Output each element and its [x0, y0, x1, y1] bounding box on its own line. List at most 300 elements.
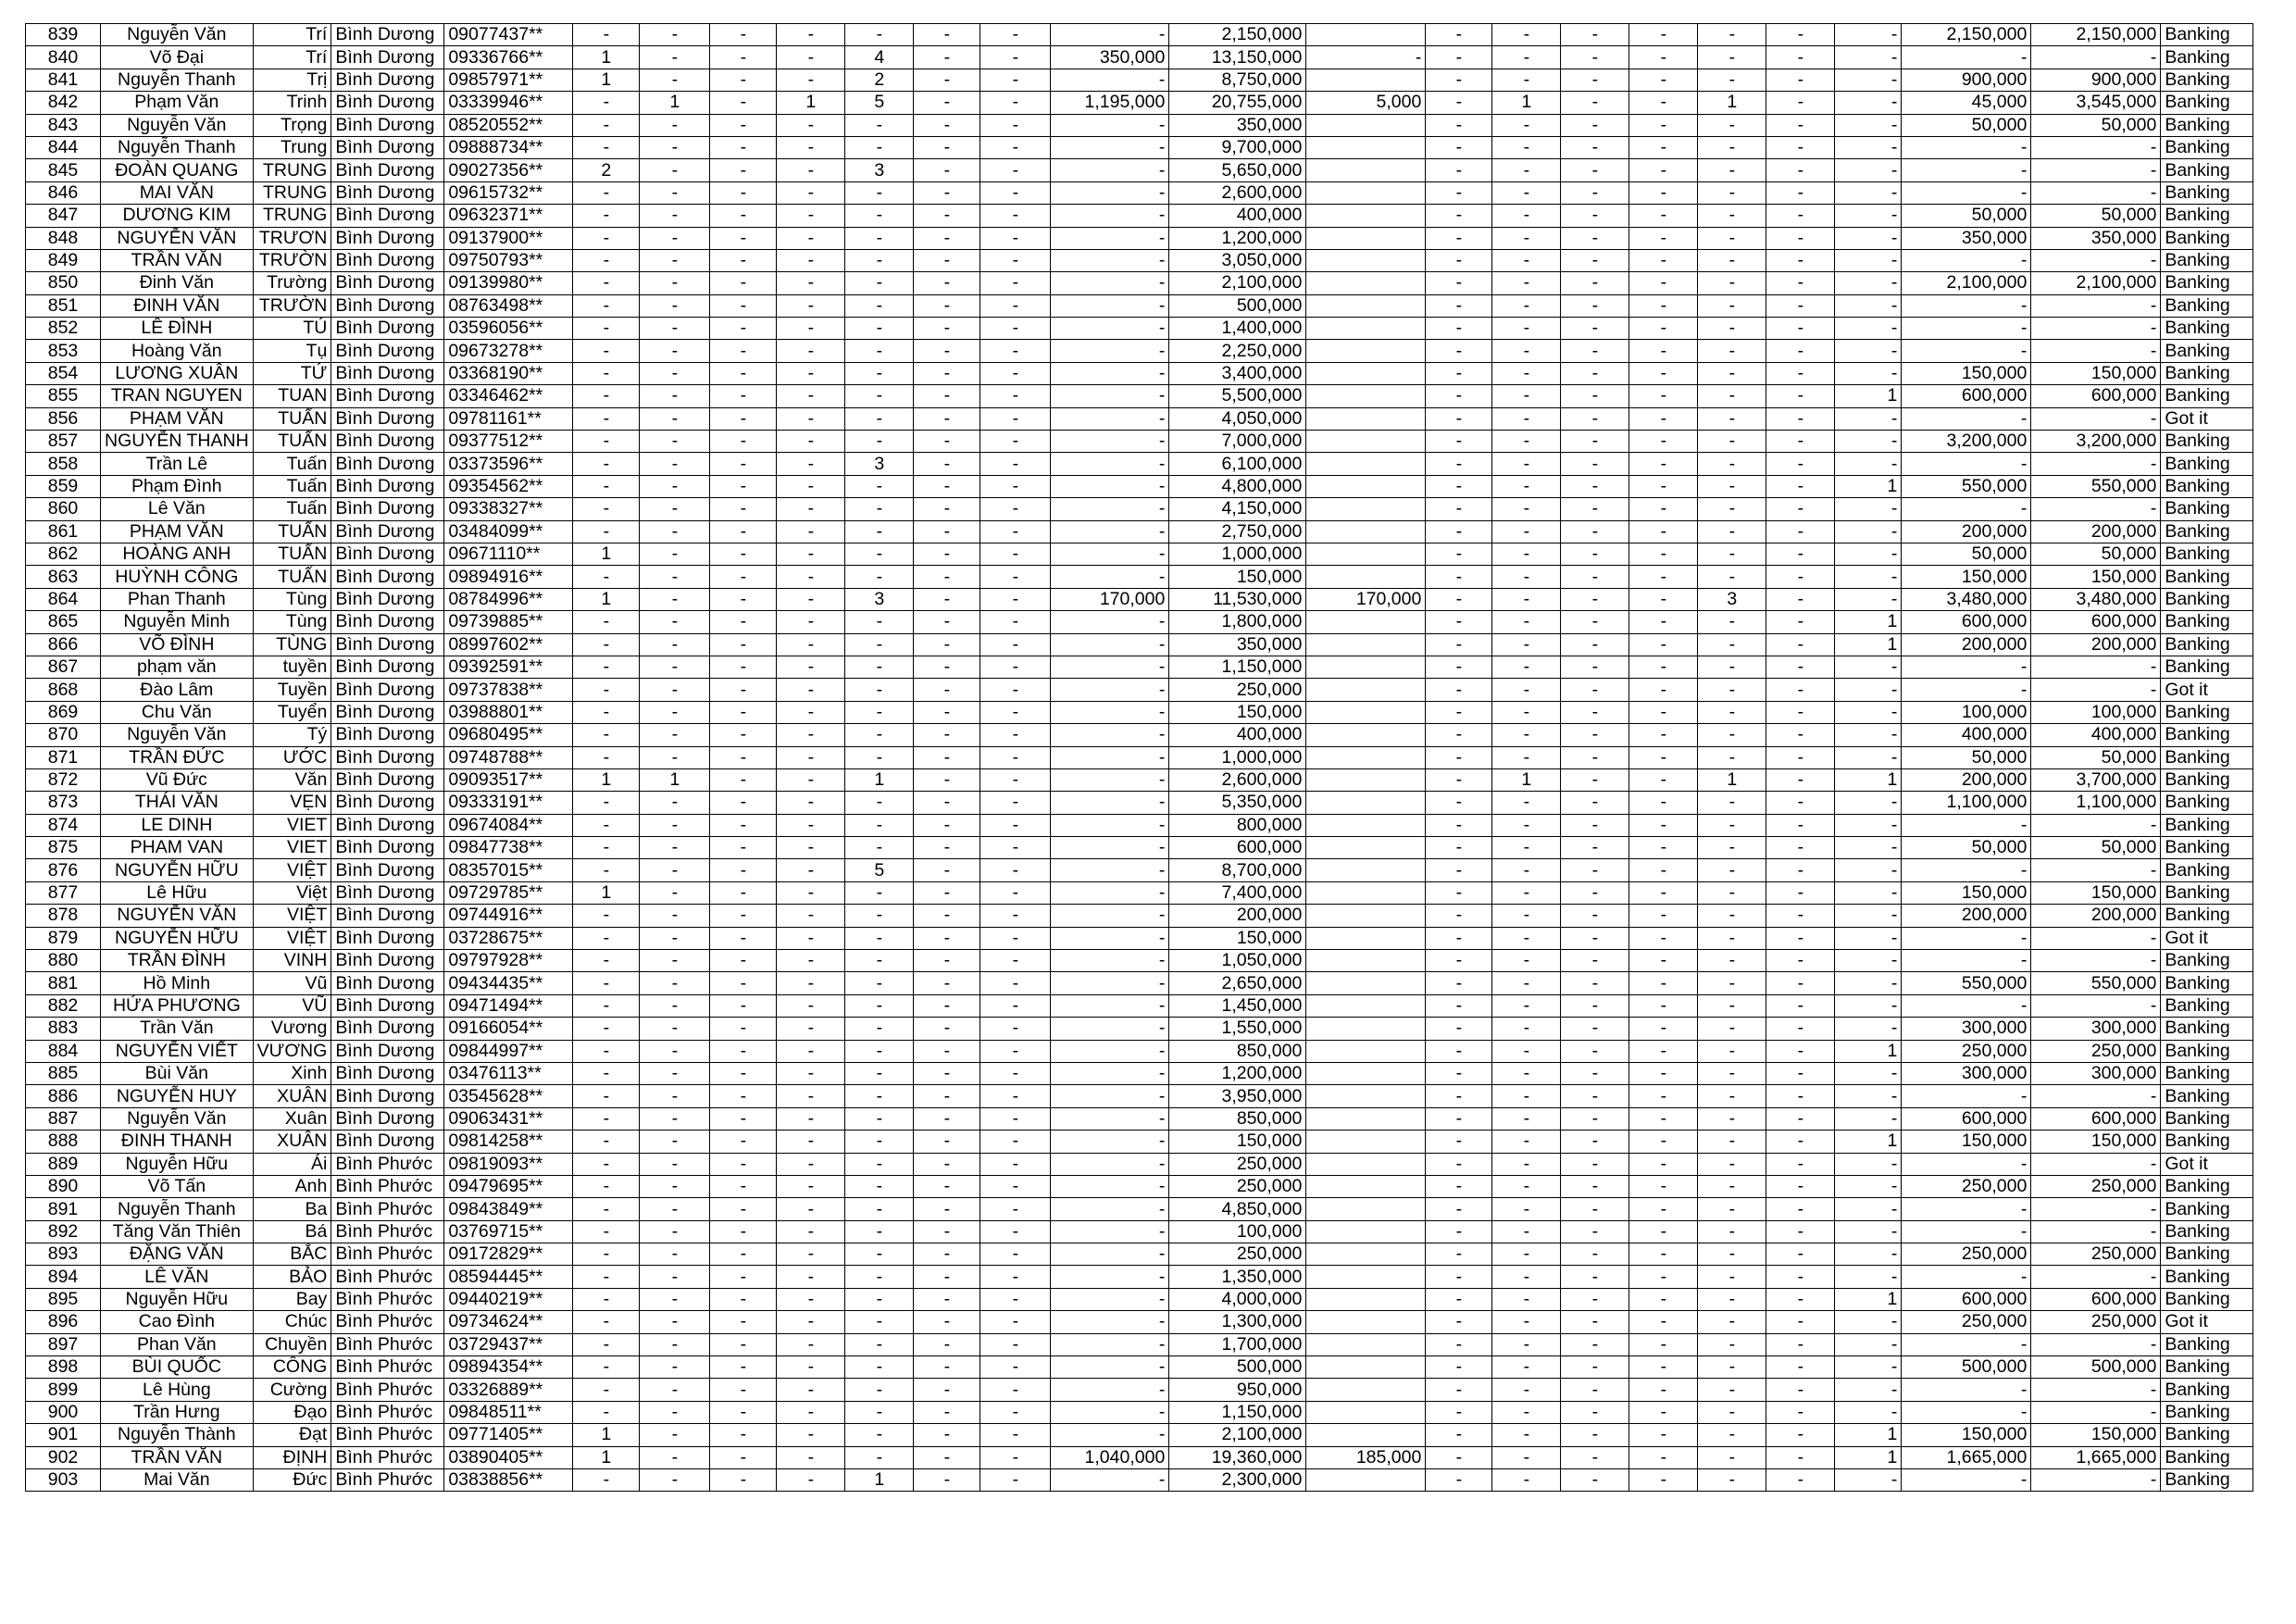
cell-m3: 300,000	[1902, 1018, 2031, 1040]
cell-c3: -	[710, 1288, 777, 1310]
cell-c4: -	[777, 814, 845, 836]
cell-ho: Nguyễn Thanh	[101, 136, 254, 158]
cell-d6: -	[1766, 701, 1835, 723]
cell-d5: -	[1698, 114, 1766, 136]
cell-ten: Ba	[253, 1198, 331, 1220]
cell-no: 847	[26, 205, 101, 227]
cell-total: 19,360,000	[1169, 1446, 1306, 1468]
cell-tinh: Bình Dương	[331, 205, 444, 227]
cell-c6: -	[914, 633, 980, 656]
cell-d4: -	[1629, 972, 1698, 994]
cell-m1: -	[1051, 792, 1169, 814]
cell-no: 886	[26, 1085, 101, 1107]
cell-d1: -	[1426, 1131, 1492, 1153]
cell-d1: -	[1426, 746, 1492, 768]
cell-m3: 45,000	[1902, 92, 2031, 114]
cell-ho: Nguyễn Văn	[101, 24, 254, 46]
table-row	[26, 1153, 2253, 1175]
cell-method: Banking	[2161, 475, 2253, 497]
cell-m1: -	[1051, 385, 1169, 407]
cell-c4: -	[777, 859, 845, 881]
table-row	[26, 881, 2253, 904]
cell-ten: TRƯỜN	[253, 249, 331, 271]
cell-total: 11,530,000	[1169, 588, 1306, 610]
cell-d2: -	[1492, 1356, 1561, 1379]
table-row	[26, 927, 2253, 949]
cell-ho: Nguyễn Văn	[101, 114, 254, 136]
cell-m4: 50,000	[2031, 205, 2161, 227]
cell-tinh: Bình Dương	[331, 294, 444, 317]
cell-total: 20,755,000	[1169, 92, 1306, 114]
cell-c2: 1	[640, 92, 710, 114]
cell-d5: -	[1698, 181, 1766, 204]
cell-d6: -	[1766, 1311, 1835, 1333]
cell-c4: -	[777, 24, 845, 46]
cell-ho: NGUYỄN THANH	[101, 431, 254, 453]
cell-method: Banking	[2161, 272, 2253, 294]
cell-method: Banking	[2161, 1469, 2253, 1492]
cell-c6: -	[914, 1266, 980, 1288]
cell-phone: 09737838**	[444, 679, 573, 701]
cell-ho: Võ Đại	[101, 46, 254, 69]
cell-d7: -	[1835, 656, 1902, 678]
cell-m3: 3,480,000	[1902, 588, 2031, 610]
cell-c1: 1	[573, 881, 640, 904]
cell-d5: -	[1698, 362, 1766, 384]
cell-no: 849	[26, 249, 101, 271]
cell-d6: -	[1766, 588, 1835, 610]
cell-tinh: Bình Dương	[331, 927, 444, 949]
cell-no: 867	[26, 656, 101, 678]
cell-d3: -	[1561, 611, 1629, 633]
cell-m2	[1306, 1379, 1426, 1401]
table-row	[26, 768, 2253, 791]
cell-method: Got it	[2161, 927, 2253, 949]
cell-m3: 200,000	[1902, 633, 2031, 656]
table-row	[26, 588, 2253, 610]
cell-m3: -	[1902, 679, 2031, 701]
cell-m1: -	[1051, 1062, 1169, 1084]
cell-d7: -	[1835, 227, 1902, 249]
cell-ten: CÔNG	[253, 1356, 331, 1379]
cell-c3: -	[710, 272, 777, 294]
cell-c7: -	[980, 1469, 1051, 1492]
table-row	[26, 114, 2253, 136]
cell-method: Banking	[2161, 24, 2253, 46]
cell-c7: -	[980, 181, 1051, 204]
cell-c3: -	[710, 114, 777, 136]
cell-phone: 09734624**	[444, 1311, 573, 1333]
cell-c5: -	[845, 1131, 914, 1153]
cell-ho: Nguyễn Hữu	[101, 1288, 254, 1310]
cell-d5: -	[1698, 227, 1766, 249]
cell-d4: -	[1629, 701, 1698, 723]
cell-c7: -	[980, 1356, 1051, 1379]
cell-d3: -	[1561, 1379, 1629, 1401]
cell-m4: -	[2031, 453, 2161, 475]
cell-ho: Lê Hùng	[101, 1379, 254, 1401]
cell-phone: 09077437**	[444, 24, 573, 46]
table-row	[26, 1401, 2253, 1423]
cell-m4: 250,000	[2031, 1311, 2161, 1333]
cell-c5: 5	[845, 92, 914, 114]
table-row	[26, 227, 2253, 249]
cell-c5: 3	[845, 588, 914, 610]
cell-phone: 03838856**	[444, 1469, 573, 1492]
cell-d5: -	[1698, 1311, 1766, 1333]
cell-ho: VÕ ĐÌNH	[101, 633, 254, 656]
cell-method: Banking	[2161, 431, 2253, 453]
cell-phone: 03728675**	[444, 927, 573, 949]
cell-d5: -	[1698, 24, 1766, 46]
cell-c3: -	[710, 498, 777, 520]
cell-m1: -	[1051, 294, 1169, 317]
cell-c4: -	[777, 566, 845, 588]
cell-d2: -	[1492, 814, 1561, 836]
cell-m1: -	[1051, 701, 1169, 723]
cell-m2	[1306, 227, 1426, 249]
cell-c7: -	[980, 1220, 1051, 1243]
cell-d2: -	[1492, 498, 1561, 520]
table-row	[26, 1266, 2253, 1288]
cell-m1: -	[1051, 159, 1169, 181]
cell-ten: TÚ	[253, 318, 331, 340]
cell-d7: -	[1835, 92, 1902, 114]
cell-c2: -	[640, 181, 710, 204]
cell-d7: -	[1835, 159, 1902, 181]
cell-m1: -	[1051, 950, 1169, 972]
cell-d2: -	[1492, 1266, 1561, 1288]
cell-d2: -	[1492, 905, 1561, 927]
cell-c1: -	[573, 1131, 640, 1153]
cell-phone: 03368190**	[444, 362, 573, 384]
cell-method: Banking	[2161, 611, 2253, 633]
cell-c7: -	[980, 227, 1051, 249]
cell-method: Banking	[2161, 746, 2253, 768]
cell-d4: -	[1629, 1288, 1698, 1310]
cell-method: Banking	[2161, 114, 2253, 136]
cell-c7: -	[980, 724, 1051, 746]
cell-method: Banking	[2161, 1401, 2253, 1423]
cell-m2	[1306, 633, 1426, 656]
cell-m2	[1306, 340, 1426, 362]
cell-c1: -	[573, 1288, 640, 1310]
cell-d4: -	[1629, 656, 1698, 678]
cell-c5: -	[845, 520, 914, 543]
cell-d6: -	[1766, 294, 1835, 317]
cell-m1: -	[1051, 746, 1169, 768]
cell-c4: -	[777, 633, 845, 656]
cell-c5: 5	[845, 859, 914, 881]
cell-d2: -	[1492, 656, 1561, 678]
cell-d3: -	[1561, 1356, 1629, 1379]
cell-no: 860	[26, 498, 101, 520]
cell-d7: -	[1835, 905, 1902, 927]
cell-c6: -	[914, 340, 980, 362]
cell-d7: -	[1835, 498, 1902, 520]
cell-tinh: Bình Dương	[331, 407, 444, 430]
cell-d7: -	[1835, 24, 1902, 46]
cell-c7: -	[980, 46, 1051, 69]
cell-ten: Tuyển	[253, 701, 331, 723]
cell-no: 898	[26, 1356, 101, 1379]
cell-d5: -	[1698, 746, 1766, 768]
cell-no: 861	[26, 520, 101, 543]
cell-no: 856	[26, 407, 101, 430]
cell-ho: ĐINH VĂN	[101, 294, 254, 317]
cell-m4: -	[2031, 1266, 2161, 1288]
cell-ten: TUẤN	[253, 407, 331, 430]
cell-d3: -	[1561, 768, 1629, 791]
cell-d7: -	[1835, 679, 1902, 701]
cell-d1: -	[1426, 24, 1492, 46]
cell-ten: Tuyền	[253, 679, 331, 701]
cell-d6: -	[1766, 69, 1835, 91]
table-row	[26, 701, 2253, 723]
cell-m4: 50,000	[2031, 543, 2161, 565]
cell-c7: -	[980, 792, 1051, 814]
table-row	[26, 1131, 2253, 1153]
cell-m1: -	[1051, 1107, 1169, 1130]
cell-d3: -	[1561, 1018, 1629, 1040]
cell-d6: -	[1766, 1107, 1835, 1130]
cell-d6: -	[1766, 453, 1835, 475]
cell-ten: Trinh	[253, 92, 331, 114]
cell-m1: -	[1051, 1401, 1169, 1423]
cell-d4: -	[1629, 724, 1698, 746]
cell-no: 866	[26, 633, 101, 656]
cell-c1: -	[573, 994, 640, 1017]
cell-c4: -	[777, 114, 845, 136]
cell-d6: -	[1766, 1198, 1835, 1220]
cell-tinh: Bình Dương	[331, 520, 444, 543]
cell-m4: 150,000	[2031, 1424, 2161, 1446]
cell-tinh: Bình Phước	[331, 1153, 444, 1175]
cell-d3: -	[1561, 340, 1629, 362]
cell-phone: 09844997**	[444, 1040, 573, 1062]
cell-c7: -	[980, 205, 1051, 227]
cell-d2: -	[1492, 362, 1561, 384]
cell-c4: -	[777, 1424, 845, 1446]
cell-phone: 09377512**	[444, 431, 573, 453]
cell-d6: -	[1766, 407, 1835, 430]
cell-d4: -	[1629, 453, 1698, 475]
cell-phone: 09848511**	[444, 1401, 573, 1423]
cell-d1: -	[1426, 1107, 1492, 1130]
cell-d1: -	[1426, 318, 1492, 340]
cell-d3: -	[1561, 1469, 1629, 1492]
cell-c2: -	[640, 1288, 710, 1310]
cell-c7: -	[980, 859, 1051, 881]
cell-phone: 09333191**	[444, 792, 573, 814]
cell-method: Banking	[2161, 972, 2253, 994]
cell-ho: Phạm Văn	[101, 92, 254, 114]
cell-d2: -	[1492, 340, 1561, 362]
cell-m2	[1306, 1469, 1426, 1492]
cell-ten: TRUNG	[253, 181, 331, 204]
cell-c7: -	[980, 1288, 1051, 1310]
cell-ho: Đào Lâm	[101, 679, 254, 701]
cell-ten: Văn	[253, 768, 331, 791]
cell-c6: -	[914, 136, 980, 158]
cell-d6: -	[1766, 114, 1835, 136]
cell-m4: -	[2031, 498, 2161, 520]
cell-c5: -	[845, 1153, 914, 1175]
cell-phone: 09673278**	[444, 340, 573, 362]
cell-c5: -	[845, 679, 914, 701]
cell-d6: -	[1766, 1288, 1835, 1310]
cell-d5: -	[1698, 814, 1766, 836]
cell-total: 250,000	[1169, 1175, 1306, 1197]
cell-method: Banking	[2161, 1243, 2253, 1266]
cell-m2	[1306, 385, 1426, 407]
cell-total: 850,000	[1169, 1107, 1306, 1130]
cell-d2: -	[1492, 181, 1561, 204]
cell-d1: -	[1426, 1198, 1492, 1220]
cell-m2	[1306, 701, 1426, 723]
cell-tinh: Bình Phước	[331, 1288, 444, 1310]
cell-m3: 600,000	[1902, 1288, 2031, 1310]
cell-total: 950,000	[1169, 1379, 1306, 1401]
cell-m3: 150,000	[1902, 566, 2031, 588]
cell-phone: 09166054**	[444, 1018, 573, 1040]
cell-c3: -	[710, 1356, 777, 1379]
cell-tinh: Bình Dương	[331, 611, 444, 633]
cell-d5: -	[1698, 1175, 1766, 1197]
cell-d1: -	[1426, 520, 1492, 543]
cell-d5: -	[1698, 1153, 1766, 1175]
cell-c2: -	[640, 724, 710, 746]
cell-c4: -	[777, 994, 845, 1017]
cell-m1: -	[1051, 633, 1169, 656]
cell-tinh: Bình Dương	[331, 633, 444, 656]
cell-m3: -	[1902, 1379, 2031, 1401]
cell-method: Banking	[2161, 92, 2253, 114]
cell-c5: -	[845, 407, 914, 430]
cell-d7: 1	[1835, 1131, 1902, 1153]
cell-method: Banking	[2161, 837, 2253, 859]
cell-m4: 100,000	[2031, 701, 2161, 723]
cell-no: 888	[26, 1131, 101, 1153]
cell-m4: 1,665,000	[2031, 1446, 2161, 1468]
cell-d5: -	[1698, 566, 1766, 588]
cell-phone: 09819093**	[444, 1153, 573, 1175]
cell-no: 858	[26, 453, 101, 475]
cell-c5: -	[845, 905, 914, 927]
cell-c3: -	[710, 1153, 777, 1175]
cell-d5: -	[1698, 543, 1766, 565]
cell-no: 865	[26, 611, 101, 633]
cell-d2: -	[1492, 679, 1561, 701]
cell-m1: -	[1051, 1469, 1169, 1492]
cell-d5: -	[1698, 927, 1766, 949]
cell-no: 897	[26, 1333, 101, 1355]
cell-c1: -	[573, 1107, 640, 1130]
cell-d3: -	[1561, 431, 1629, 453]
cell-no: 881	[26, 972, 101, 994]
cell-d2: -	[1492, 1131, 1561, 1153]
cell-m4: 2,150,000	[2031, 24, 2161, 46]
cell-c2: -	[640, 1107, 710, 1130]
cell-d5: -	[1698, 905, 1766, 927]
cell-method: Got it	[2161, 679, 2253, 701]
cell-phone: 09434435**	[444, 972, 573, 994]
cell-d3: -	[1561, 701, 1629, 723]
cell-ho: Phan Văn	[101, 1333, 254, 1355]
cell-d2: -	[1492, 1220, 1561, 1243]
cell-c2: -	[640, 1175, 710, 1197]
cell-no: 874	[26, 814, 101, 836]
cell-c6: -	[914, 746, 980, 768]
cell-ten: TRUNG	[253, 205, 331, 227]
cell-phone: 03545628**	[444, 1085, 573, 1107]
cell-m4: -	[2031, 1085, 2161, 1107]
cell-no: 873	[26, 792, 101, 814]
cell-m4: -	[2031, 407, 2161, 430]
cell-total: 3,950,000	[1169, 1085, 1306, 1107]
cell-d5: -	[1698, 453, 1766, 475]
cell-ten: Trọng	[253, 114, 331, 136]
cell-m1: -	[1051, 272, 1169, 294]
cell-d6: -	[1766, 566, 1835, 588]
cell-d4: -	[1629, 746, 1698, 768]
cell-m2	[1306, 994, 1426, 1017]
cell-tinh: Bình Dương	[331, 272, 444, 294]
cell-c2: -	[640, 1401, 710, 1423]
cell-d2: -	[1492, 1333, 1561, 1355]
cell-ten: Vương	[253, 1018, 331, 1040]
cell-c2: -	[640, 340, 710, 362]
cell-c6: -	[914, 1333, 980, 1355]
cell-c1: -	[573, 1311, 640, 1333]
cell-d4: -	[1629, 69, 1698, 91]
cell-d2: -	[1492, 272, 1561, 294]
cell-m3: -	[1902, 136, 2031, 158]
cell-c5: 3	[845, 453, 914, 475]
table-row	[26, 181, 2253, 204]
cell-m1: -	[1051, 453, 1169, 475]
table-row	[26, 633, 2253, 656]
table-row	[26, 1469, 2253, 1492]
cell-ho: Trần Lê	[101, 453, 254, 475]
cell-d3: -	[1561, 1311, 1629, 1333]
cell-c5: -	[845, 272, 914, 294]
cell-d2: -	[1492, 1198, 1561, 1220]
cell-c7: -	[980, 453, 1051, 475]
cell-d4: -	[1629, 136, 1698, 158]
cell-method: Banking	[2161, 362, 2253, 384]
cell-d3: -	[1561, 272, 1629, 294]
table-row	[26, 679, 2253, 701]
cell-tinh: Bình Phước	[331, 1198, 444, 1220]
cell-m1: -	[1051, 656, 1169, 678]
cell-no: 871	[26, 746, 101, 768]
cell-d1: -	[1426, 272, 1492, 294]
cell-c5: -	[845, 1062, 914, 1084]
cell-tinh: Bình Dương	[331, 746, 444, 768]
cell-c3: -	[710, 181, 777, 204]
cell-total: 150,000	[1169, 566, 1306, 588]
cell-d6: -	[1766, 905, 1835, 927]
cell-m1: -	[1051, 1333, 1169, 1355]
cell-m4: -	[2031, 318, 2161, 340]
cell-method: Banking	[2161, 859, 2253, 881]
cell-no: 889	[26, 1153, 101, 1175]
cell-c6: -	[914, 205, 980, 227]
cell-d4: -	[1629, 181, 1698, 204]
cell-c1: -	[573, 566, 640, 588]
cell-no: 892	[26, 1220, 101, 1243]
